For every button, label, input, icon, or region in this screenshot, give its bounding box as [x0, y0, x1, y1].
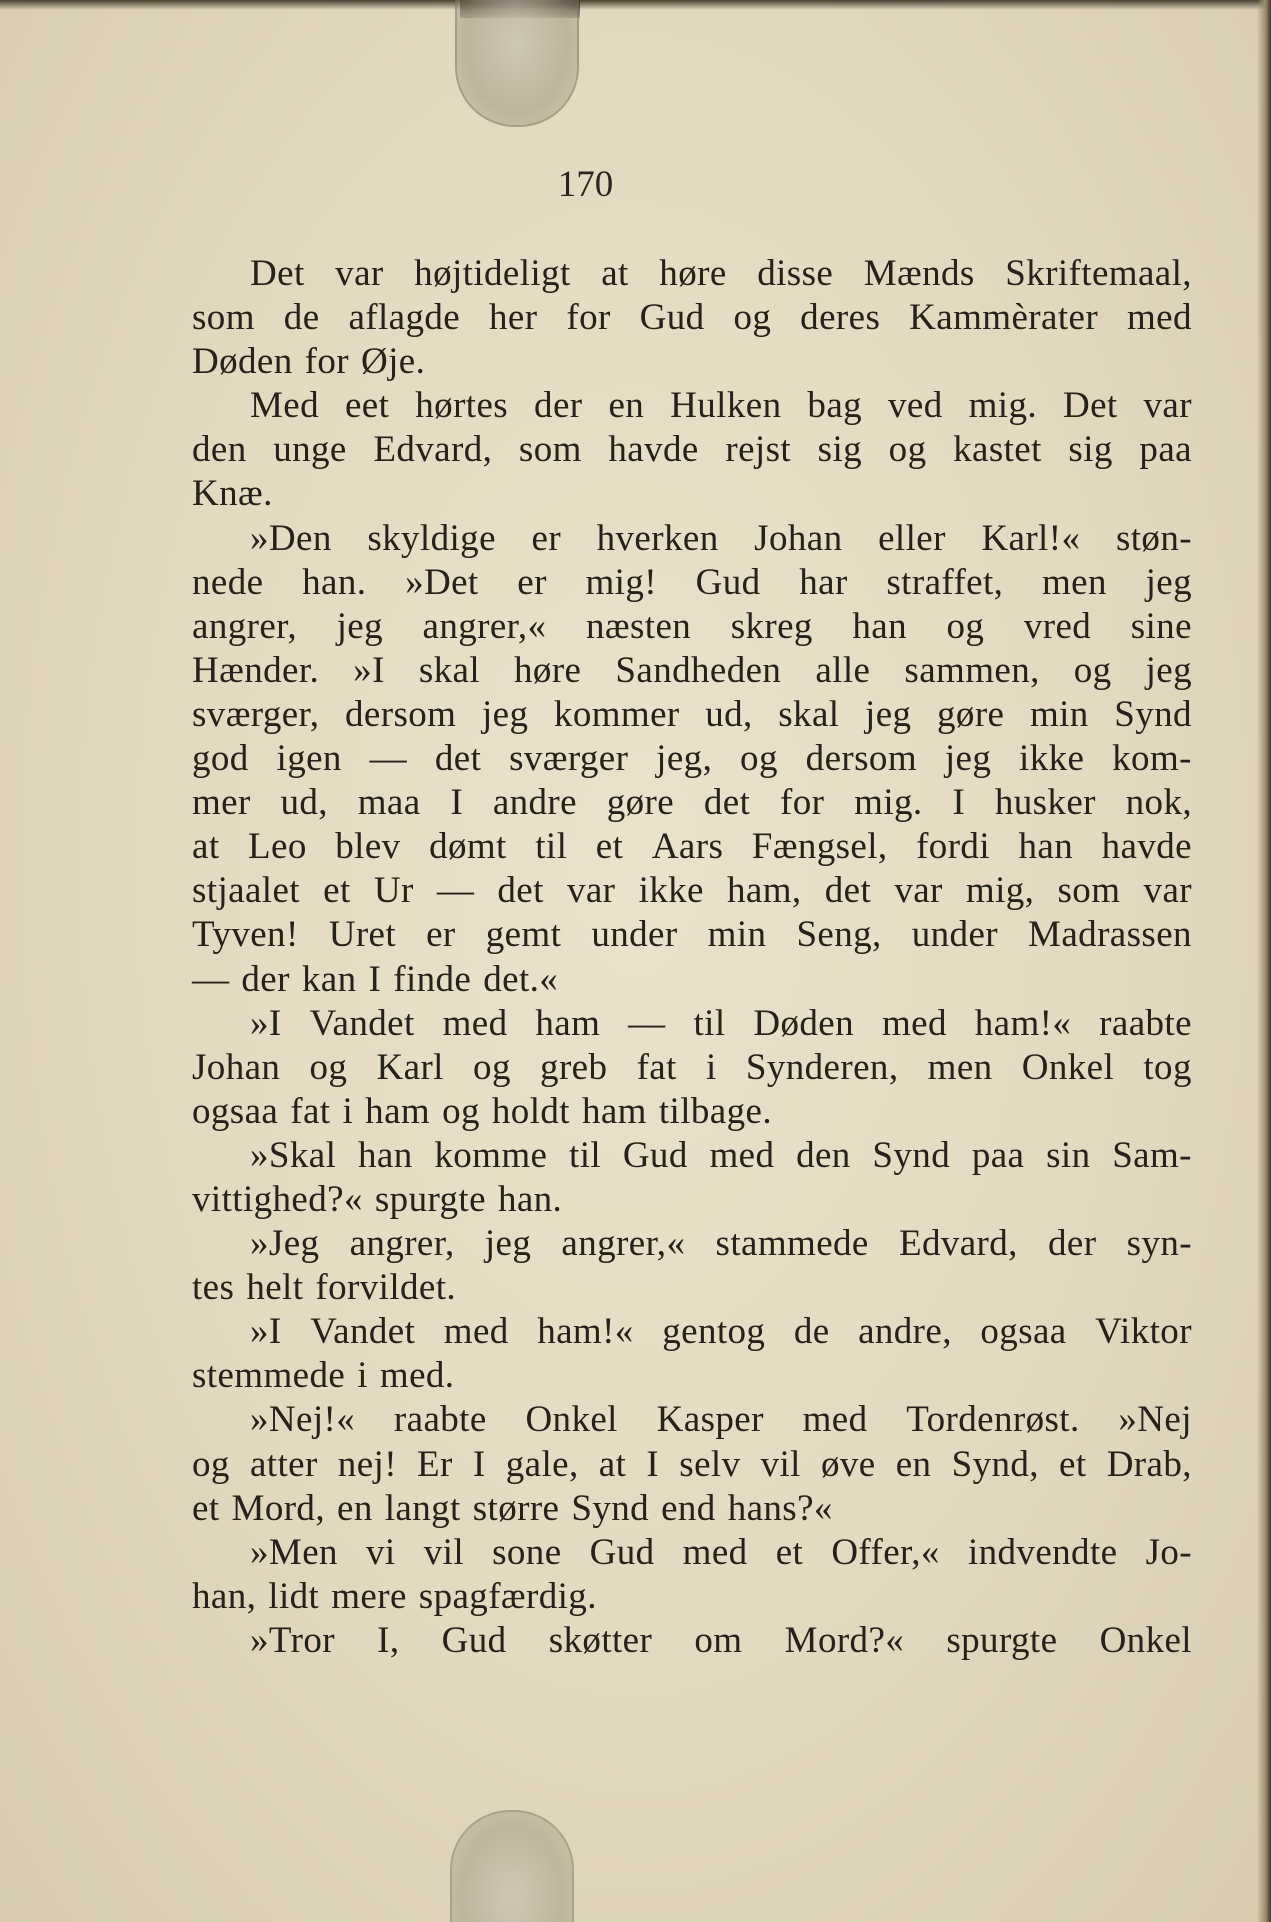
text-line: angrer, jeg angrer,« næsten skreg han og vred sine [192, 605, 1192, 647]
text-line: nede han. »Det er mig! Gud har straffet, men jeg [192, 561, 1192, 603]
text-line: »Nej!« raabte Onkel Kasper med Tordenrøst. »Nej [250, 1399, 1192, 1441]
text-line: tes helt forvildet. [192, 1267, 457, 1309]
text-line: »Den skyldige er hverken Johan eller Karl!« støn- [250, 517, 1192, 559]
text-line: Knæ. [192, 473, 273, 515]
text-line: Johan og Karl og greb fat i Synderen, men Onkel tog [192, 1046, 1192, 1088]
text-line: han, lidt mere spagfærdig. [192, 1575, 597, 1617]
text-line: et Mord, en langt større Synd end hans?« [192, 1487, 833, 1529]
text-line: den unge Edvard, som havde rejst sig og kastet sig paa [192, 429, 1192, 471]
page-clip-bottom [450, 1810, 574, 1922]
text-line: Tyven! Uret er gemt under min Seng, under Madrassen [192, 914, 1192, 956]
page-top-shadow [0, 0, 1271, 10]
text-line: »Men vi vil sone Gud med et Offer,« indvendte Jo- [250, 1531, 1192, 1573]
text-line: sværger, dersom jeg kommer ud, skal jeg gøre min Synd [192, 693, 1192, 735]
text-line: som de aflagde her for Gud og deres Kammèrater med [192, 297, 1192, 339]
page-right-edge [1257, 0, 1271, 1922]
text-line: vittighed?« spurgte han. [192, 1178, 563, 1220]
text-line: stjaalet et Ur — det var ikke ham, det var mig, som var [192, 870, 1192, 912]
body-text [192, 252, 1192, 1663]
text-line: Døden for Øje. [192, 341, 426, 383]
text-line: Det var højtideligt at høre disse Mænds Skriftemaal, [250, 253, 1192, 294]
text-line: — der kan I finde det.« [192, 958, 559, 1000]
text-line: »I Vandet med ham — til Døden med ham!« raabte [250, 1002, 1192, 1044]
text-line: Hænder. »I skal høre Sandheden alle sammen, og jeg [192, 649, 1192, 691]
text-line: »Jeg angrer, jeg angrer,« stammede Edvard, der syn- [250, 1223, 1192, 1265]
text-line: og atter nej! Er I gale, at I selv vil øve en Synd, et Drab, [192, 1443, 1192, 1485]
text-line: »Tror I, Gud skøtter om Mord?« spurgte Onkel [250, 1619, 1192, 1661]
text-line: »Skal han komme til Gud med den Synd paa sin Sam- [250, 1134, 1192, 1176]
page-number: 170 [557, 164, 614, 205]
text-line: ogsaa fat i ham og holdt ham tilbage. [192, 1090, 772, 1132]
page-clip-top [455, 0, 579, 127]
text-line: stemmede i med. [192, 1355, 455, 1397]
text-line: mer ud, maa I andre gøre det for mig. I husker nok, [192, 782, 1192, 824]
text-line: Med eet hørtes der en Hulken bag ved mig. Det var [250, 385, 1192, 427]
text-line: »I Vandet med ham!« gentog de andre, ogsaa Viktor [250, 1311, 1192, 1353]
text-line: god igen — det sværger jeg, og dersom jeg ikke kom- [192, 738, 1192, 780]
text-line: at Leo blev dømt til et Aars Fængsel, fordi han havde [192, 826, 1192, 868]
